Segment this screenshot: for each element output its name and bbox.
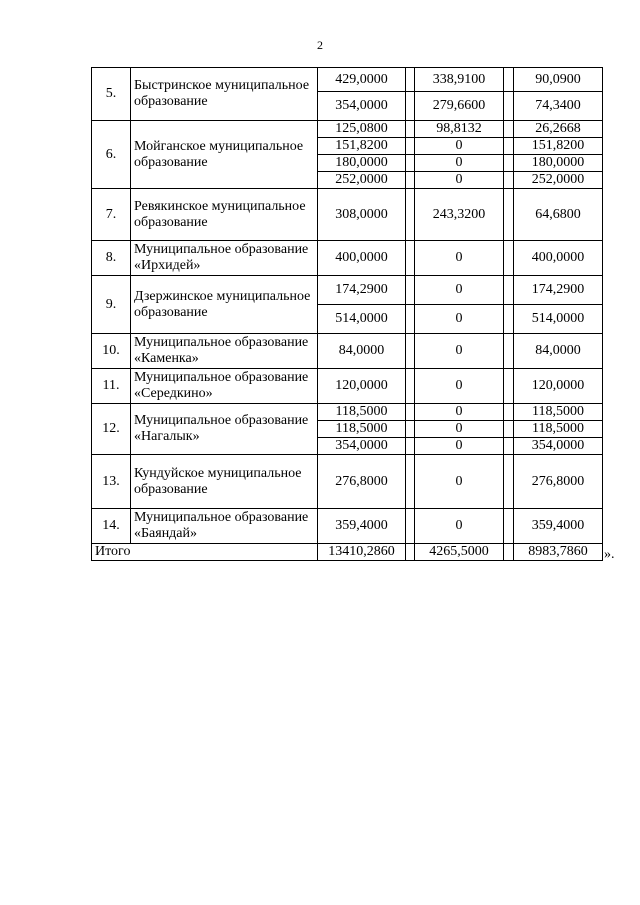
column-gap	[504, 241, 514, 276]
amount-regional: 0	[415, 421, 504, 438]
column-gap	[504, 305, 514, 334]
column-gap	[406, 241, 415, 276]
amount-total: 354,0000	[318, 438, 406, 455]
amount-regional: 0	[415, 369, 504, 404]
amount-local: 120,0000	[514, 369, 603, 404]
table-row	[92, 334, 603, 369]
column-gap	[504, 544, 514, 561]
amount-local: 26,2668	[514, 121, 603, 138]
municipality-name: Мойганское муниципальное образование	[131, 121, 318, 189]
column-gap	[504, 68, 514, 92]
total-local: 8983,7860	[514, 544, 603, 561]
column-gap	[406, 155, 415, 172]
table-row	[92, 276, 603, 305]
amount-total: 354,0000	[318, 92, 406, 121]
amount-local: 276,8000	[514, 455, 603, 509]
table-row	[92, 509, 603, 544]
amount-total: 120,0000	[318, 369, 406, 404]
amount-total: 514,0000	[318, 305, 406, 334]
amount-total: 400,0000	[318, 241, 406, 276]
amount-regional: 0	[415, 138, 504, 155]
amount-regional: 0	[415, 455, 504, 509]
column-gap	[406, 68, 415, 92]
column-gap	[406, 172, 415, 189]
amount-regional: 0	[415, 155, 504, 172]
row-number: 5.	[92, 68, 131, 121]
amount-local: 118,5000	[514, 404, 603, 421]
amount-regional: 279,6600	[415, 92, 504, 121]
municipality-name: Ревякинское муниципальное образование	[131, 189, 318, 241]
amount-regional: 0	[415, 438, 504, 455]
municipality-name: Муниципальное образование «Ирхидей»	[131, 241, 318, 276]
column-gap	[504, 138, 514, 155]
amount-total: 180,0000	[318, 155, 406, 172]
municipality-name: Муниципальное образование «Каменка»	[131, 334, 318, 369]
row-number: 11.	[92, 369, 131, 404]
amount-regional: 98,8132	[415, 121, 504, 138]
column-gap	[406, 305, 415, 334]
amount-total: 359,4000	[318, 509, 406, 544]
amount-regional: 0	[415, 172, 504, 189]
amount-total: 118,5000	[318, 421, 406, 438]
amount-total: 151,8200	[318, 138, 406, 155]
column-gap	[406, 509, 415, 544]
amount-local: 180,0000	[514, 155, 603, 172]
amount-regional: 0	[415, 334, 504, 369]
amount-local: 64,6800	[514, 189, 603, 241]
row-number: 12.	[92, 404, 131, 455]
row-number: 7.	[92, 189, 131, 241]
municipality-name: Муниципальное образование «Баяндай»	[131, 509, 318, 544]
amount-total: 252,0000	[318, 172, 406, 189]
row-number: 10.	[92, 334, 131, 369]
amount-local: 174,2900	[514, 276, 603, 305]
amount-local: 252,0000	[514, 172, 603, 189]
column-gap	[504, 189, 514, 241]
row-number: 13.	[92, 455, 131, 509]
column-gap	[504, 509, 514, 544]
table-row	[92, 189, 603, 241]
amount-regional: 338,9100	[415, 68, 504, 92]
amount-local: 151,8200	[514, 138, 603, 155]
municipality-name: Быстринское муниципальное образование	[131, 68, 318, 121]
column-gap	[406, 421, 415, 438]
column-gap	[406, 455, 415, 509]
column-gap	[406, 438, 415, 455]
amount-local: 84,0000	[514, 334, 603, 369]
municipality-name: Кундуйское муниципальное образование	[131, 455, 318, 509]
column-gap	[504, 438, 514, 455]
amount-total: 118,5000	[318, 404, 406, 421]
column-gap	[504, 276, 514, 305]
column-gap	[406, 369, 415, 404]
column-gap	[406, 121, 415, 138]
amount-local: 90,0900	[514, 68, 603, 92]
amount-regional: 243,3200	[415, 189, 504, 241]
amount-regional: 0	[415, 241, 504, 276]
column-gap	[406, 138, 415, 155]
amount-total: 429,0000	[318, 68, 406, 92]
amount-regional: 0	[415, 276, 504, 305]
column-gap	[406, 404, 415, 421]
amount-local: 118,5000	[514, 421, 603, 438]
table-row	[92, 404, 603, 421]
amount-regional: 0	[415, 404, 504, 421]
column-gap	[504, 369, 514, 404]
table-row	[92, 121, 603, 138]
row-number: 14.	[92, 509, 131, 544]
column-gap	[504, 404, 514, 421]
amount-local: 359,4000	[514, 509, 603, 544]
municipality-name: Муниципальное образование «Середкино»	[131, 369, 318, 404]
total-row	[92, 544, 603, 561]
total-regional: 4265,5000	[415, 544, 504, 561]
column-gap	[504, 455, 514, 509]
page-number: 2	[317, 38, 323, 52]
table-row	[92, 68, 603, 92]
amount-total: 174,2900	[318, 276, 406, 305]
amount-local: 514,0000	[514, 305, 603, 334]
municipality-name: Дзержинское муниципальное образование	[131, 276, 318, 334]
column-gap	[504, 172, 514, 189]
amount-regional: 0	[415, 305, 504, 334]
amount-total: 84,0000	[318, 334, 406, 369]
column-gap	[504, 92, 514, 121]
closing-quote: ».	[604, 547, 615, 562]
amount-regional: 0	[415, 509, 504, 544]
amount-total: 125,0800	[318, 121, 406, 138]
table-row	[92, 241, 603, 276]
row-number: 8.	[92, 241, 131, 276]
row-number: 9.	[92, 276, 131, 334]
column-gap	[406, 189, 415, 241]
amount-total: 276,8000	[318, 455, 406, 509]
column-gap	[406, 544, 415, 561]
column-gap	[504, 155, 514, 172]
amount-local: 354,0000	[514, 438, 603, 455]
amount-local: 74,3400	[514, 92, 603, 121]
budget-table	[91, 67, 603, 561]
total-label: Итого	[92, 544, 318, 561]
column-gap	[406, 276, 415, 305]
row-number: 6.	[92, 121, 131, 189]
column-gap	[406, 92, 415, 121]
table-row	[92, 369, 603, 404]
municipality-name: Муниципальное образование «Нагалык»	[131, 404, 318, 455]
column-gap	[406, 334, 415, 369]
amount-total: 308,0000	[318, 189, 406, 241]
amount-local: 400,0000	[514, 241, 603, 276]
column-gap	[504, 421, 514, 438]
table-row	[92, 455, 603, 509]
column-gap	[504, 121, 514, 138]
total-amount: 13410,2860	[318, 544, 406, 561]
column-gap	[504, 334, 514, 369]
